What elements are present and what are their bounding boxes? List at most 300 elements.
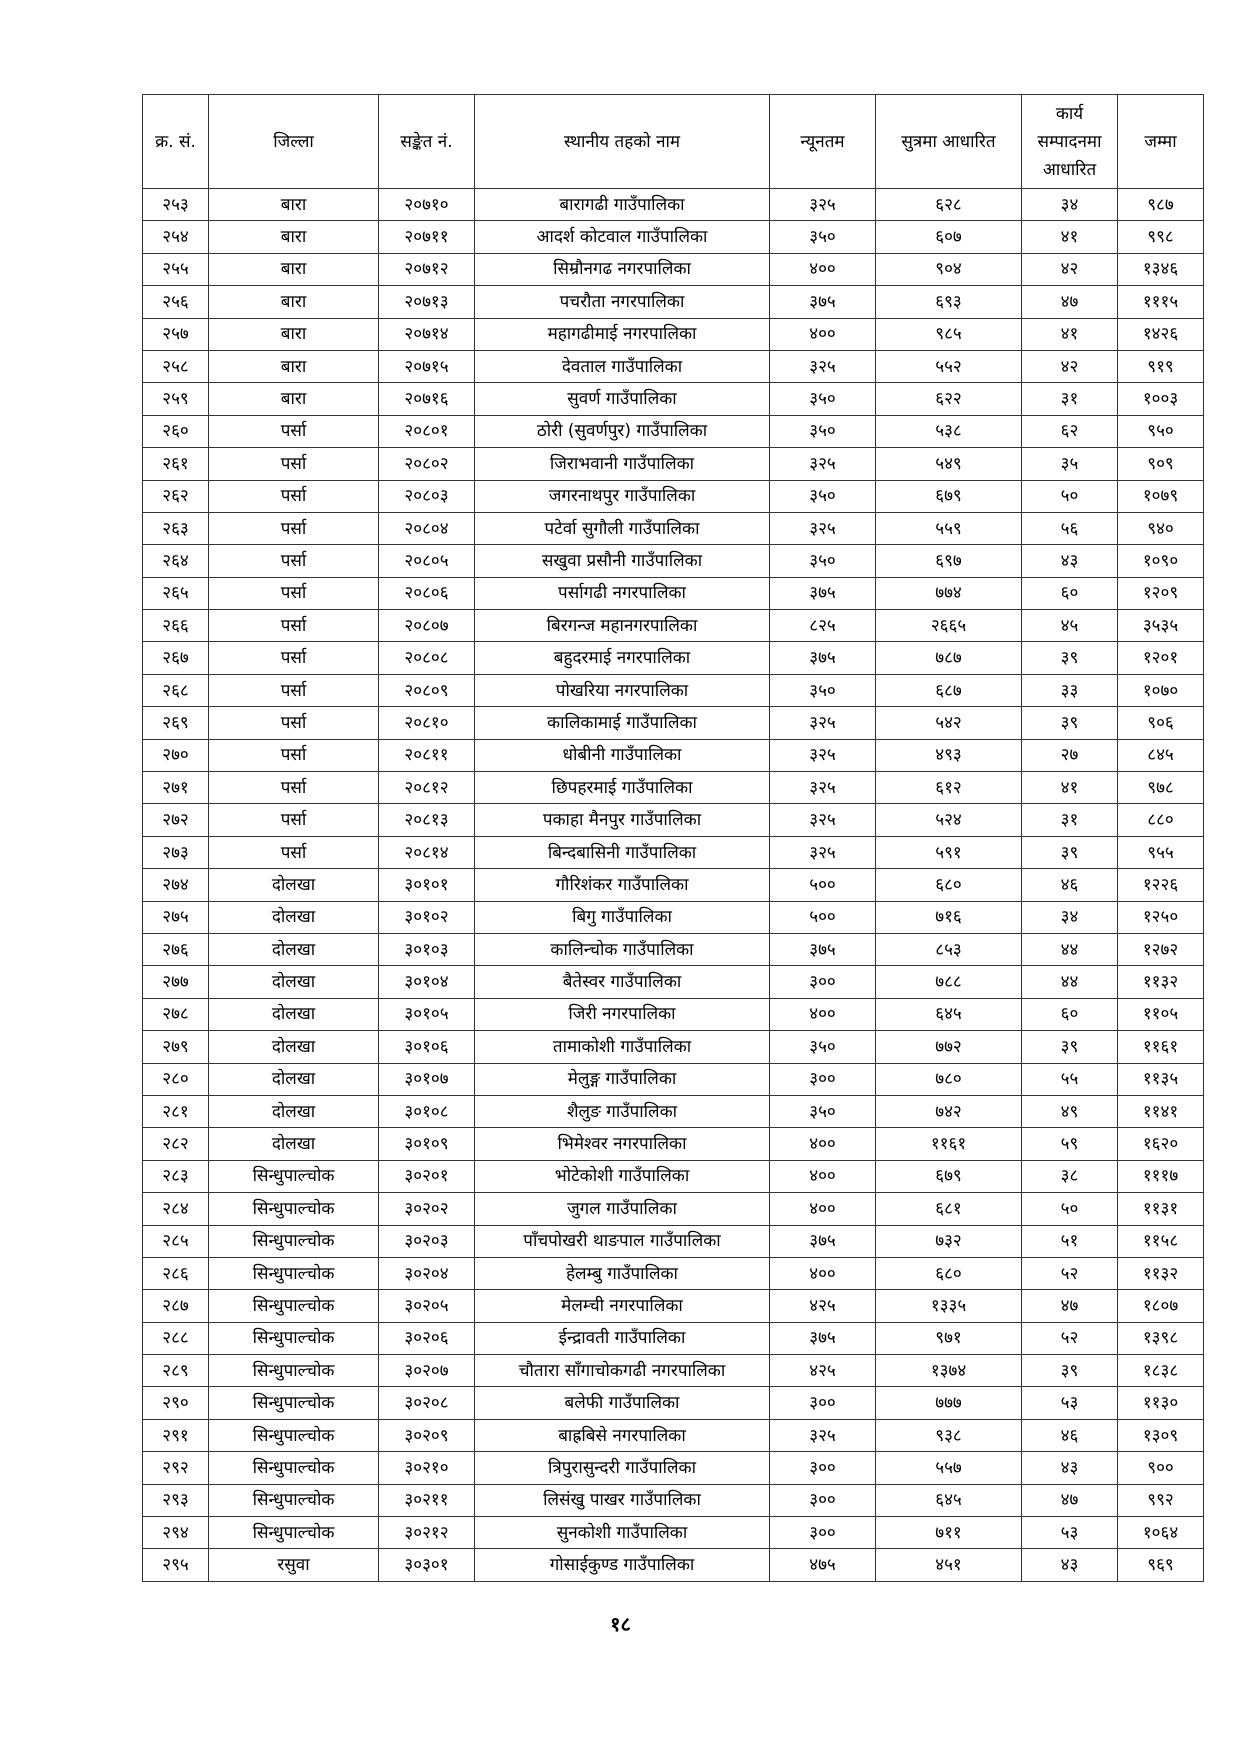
district-cell: सिन्धुपाल्चोक — [209, 1290, 379, 1322]
total-cell: ९१९ — [1118, 350, 1204, 382]
code-number-cell: ३०२०३ — [379, 1225, 475, 1257]
district-cell: सिन्धुपाल्चोक — [209, 1257, 379, 1289]
formula-based-cell: ८५३ — [876, 933, 1022, 965]
district-cell: सिन्धुपाल्चोक — [209, 1225, 379, 1257]
local-level-name-cell: ठोरी (सुवर्णपुर) गाउँपालिका — [475, 415, 770, 447]
district-cell: पर्सा — [209, 577, 379, 609]
table-row — [143, 415, 1204, 447]
total-cell: १८३८ — [1118, 1355, 1204, 1387]
local-level-name-cell: जिरी नगरपालिका — [475, 998, 770, 1030]
total-cell: १३०९ — [1118, 1419, 1204, 1451]
performance-based-cell: ४४ — [1022, 933, 1118, 965]
serial-number-cell: २९५ — [143, 1549, 209, 1581]
code-number-cell: ३०२१२ — [379, 1517, 475, 1549]
local-level-name-cell: भोटेकोशी गाउँपालिका — [475, 1160, 770, 1192]
local-level-name-cell: बाह्रबिसे नगरपालिका — [475, 1419, 770, 1451]
performance-based-cell: ४१ — [1022, 772, 1118, 804]
local-level-name-cell: बैतेस्वर गाउँपालिका — [475, 966, 770, 998]
code-number-cell: २०७१४ — [379, 318, 475, 350]
local-level-name-cell: बलेफी गाउँपालिका — [475, 1387, 770, 1419]
district-cell: सिन्धुपाल्चोक — [209, 1322, 379, 1354]
minimum-cell: ३०० — [770, 1063, 876, 1095]
code-number-cell: ३०१०६ — [379, 1031, 475, 1063]
total-cell: १८०७ — [1118, 1290, 1204, 1322]
district-cell: दोलखा — [209, 1063, 379, 1095]
total-cell: ११३१ — [1118, 1193, 1204, 1225]
formula-based-cell: ७८० — [876, 1063, 1022, 1095]
code-number-cell: २०८०९ — [379, 674, 475, 706]
district-cell: पर्सा — [209, 836, 379, 868]
formula-based-cell: ९७१ — [876, 1322, 1022, 1354]
formula-based-cell: ७११ — [876, 1517, 1022, 1549]
minimum-cell: ३५० — [770, 383, 876, 415]
total-cell: १२०९ — [1118, 577, 1204, 609]
table-row — [143, 610, 1204, 642]
formula-based-cell: १३७४ — [876, 1355, 1022, 1387]
code-number-cell: ३०१०८ — [379, 1095, 475, 1127]
minimum-cell: ४०० — [770, 1193, 876, 1225]
formula-based-cell: १३३५ — [876, 1290, 1022, 1322]
minimum-cell: ४७५ — [770, 1549, 876, 1581]
local-level-name-cell: शैलुङ गाउँपालिका — [475, 1095, 770, 1127]
code-number-cell: ३०२०२ — [379, 1193, 475, 1225]
performance-based-cell: २७ — [1022, 739, 1118, 771]
performance-based-cell: ४५ — [1022, 610, 1118, 642]
local-level-name-cell: महागढीमाई नगरपालिका — [475, 318, 770, 350]
performance-based-cell: ३४ — [1022, 189, 1118, 221]
total-cell: ११६१ — [1118, 1031, 1204, 1063]
minimum-cell: ४०० — [770, 253, 876, 285]
performance-based-cell: ४४ — [1022, 966, 1118, 998]
table-row — [143, 966, 1204, 998]
minimum-cell: ३२५ — [770, 804, 876, 836]
serial-number-cell: २८७ — [143, 1290, 209, 1322]
formula-based-cell: ६९७ — [876, 545, 1022, 577]
minimum-cell: ३०० — [770, 1387, 876, 1419]
serial-number-cell: २८३ — [143, 1160, 209, 1192]
performance-based-cell: ३९ — [1022, 1031, 1118, 1063]
performance-based-cell: ५० — [1022, 1193, 1118, 1225]
table-row — [143, 739, 1204, 771]
local-level-name-cell: पर्सागढी नगरपालिका — [475, 577, 770, 609]
formula-based-cell: ५४२ — [876, 707, 1022, 739]
header-minimum: न्यूनतम — [770, 95, 876, 189]
serial-number-cell: २७१ — [143, 772, 209, 804]
performance-based-cell: ५५ — [1022, 1063, 1118, 1095]
district-cell: पर्सा — [209, 642, 379, 674]
formula-based-cell: ६८७ — [876, 674, 1022, 706]
formula-based-cell: ७८८ — [876, 966, 1022, 998]
table-row — [143, 545, 1204, 577]
district-cell: बारा — [209, 286, 379, 318]
code-number-cell: ३०२०९ — [379, 1419, 475, 1451]
local-level-name-cell: छिपहरमाई गाउँपालिका — [475, 772, 770, 804]
minimum-cell: ३०० — [770, 1517, 876, 1549]
table-body — [143, 189, 1204, 1582]
local-level-name-cell: लिसंखु पाखर गाउँपालिका — [475, 1484, 770, 1516]
district-cell: पर्सा — [209, 674, 379, 706]
total-cell: १२७२ — [1118, 933, 1204, 965]
local-level-name-cell: हेलम्बु गाउँपालिका — [475, 1257, 770, 1289]
code-number-cell: २०८०४ — [379, 512, 475, 544]
performance-based-cell: ५२ — [1022, 1322, 1118, 1354]
local-level-name-cell: सिम्रौनगढ नगरपालिका — [475, 253, 770, 285]
district-cell: दोलखा — [209, 1031, 379, 1063]
district-cell: पर्सा — [209, 512, 379, 544]
total-cell: १०७९ — [1118, 480, 1204, 512]
local-level-name-cell: गौरिशंकर गाउँपालिका — [475, 869, 770, 901]
header-total: जम्मा — [1118, 95, 1204, 189]
serial-number-cell: २९० — [143, 1387, 209, 1419]
minimum-cell: ३५० — [770, 415, 876, 447]
serial-number-cell: २८० — [143, 1063, 209, 1095]
minimum-cell: ३२५ — [770, 189, 876, 221]
code-number-cell: २०८११ — [379, 739, 475, 771]
performance-based-cell: ३४ — [1022, 901, 1118, 933]
table-row — [143, 804, 1204, 836]
serial-number-cell: २५५ — [143, 253, 209, 285]
local-level-name-cell: जिराभवानी गाउँपालिका — [475, 448, 770, 480]
performance-based-cell: ४९ — [1022, 1095, 1118, 1127]
total-cell: ९६९ — [1118, 1549, 1204, 1581]
formula-based-cell: ९८५ — [876, 318, 1022, 350]
code-number-cell: ३०२०४ — [379, 1257, 475, 1289]
total-cell: ११३० — [1118, 1387, 1204, 1419]
district-cell: सिन्धुपाल्चोक — [209, 1452, 379, 1484]
performance-based-cell: ५३ — [1022, 1387, 1118, 1419]
code-number-cell: २०८०६ — [379, 577, 475, 609]
code-number-cell: ३०१०३ — [379, 933, 475, 965]
formula-based-cell: ६७९ — [876, 480, 1022, 512]
total-cell: ११५८ — [1118, 1225, 1204, 1257]
total-cell: ११०५ — [1118, 998, 1204, 1030]
district-cell: बारा — [209, 221, 379, 253]
total-cell: ११३२ — [1118, 1257, 1204, 1289]
code-number-cell: २०८०२ — [379, 448, 475, 480]
minimum-cell: ३७५ — [770, 642, 876, 674]
formula-based-cell: ७७७ — [876, 1387, 1022, 1419]
table-row — [143, 901, 1204, 933]
district-cell: बारा — [209, 253, 379, 285]
minimum-cell: ४०० — [770, 318, 876, 350]
serial-number-cell: २८५ — [143, 1225, 209, 1257]
page-number: १८ — [610, 1612, 631, 1636]
total-cell: ९७८ — [1118, 772, 1204, 804]
district-cell: सिन्धुपाल्चोक — [209, 1160, 379, 1192]
total-cell: १०७० — [1118, 674, 1204, 706]
minimum-cell: ३२५ — [770, 1419, 876, 1451]
performance-based-cell: ३९ — [1022, 642, 1118, 674]
serial-number-cell: २५९ — [143, 383, 209, 415]
district-cell: बारा — [209, 350, 379, 382]
performance-based-cell: ४१ — [1022, 318, 1118, 350]
serial-number-cell: २९१ — [143, 1419, 209, 1451]
performance-based-cell: ४७ — [1022, 286, 1118, 318]
district-cell: बारा — [209, 383, 379, 415]
performance-based-cell: ४३ — [1022, 1549, 1118, 1581]
code-number-cell: ३०२०७ — [379, 1355, 475, 1387]
district-cell: दोलखा — [209, 1095, 379, 1127]
district-cell: बारा — [209, 318, 379, 350]
district-cell: रसुवा — [209, 1549, 379, 1581]
performance-based-cell: ४२ — [1022, 350, 1118, 382]
code-number-cell: ३०३०१ — [379, 1549, 475, 1581]
code-number-cell: २०८१० — [379, 707, 475, 739]
minimum-cell: ३२५ — [770, 772, 876, 804]
minimum-cell: ३०० — [770, 1484, 876, 1516]
performance-based-cell: ४७ — [1022, 1484, 1118, 1516]
serial-number-cell: २५६ — [143, 286, 209, 318]
minimum-cell: ४०० — [770, 1128, 876, 1160]
code-number-cell: ३०२०६ — [379, 1322, 475, 1354]
serial-number-cell: २८२ — [143, 1128, 209, 1160]
formula-based-cell: ६८१ — [876, 1193, 1022, 1225]
performance-based-cell: ४६ — [1022, 869, 1118, 901]
formula-based-cell: २६६५ — [876, 610, 1022, 642]
total-cell: ९०९ — [1118, 448, 1204, 480]
formula-based-cell: ६७९ — [876, 1160, 1022, 1192]
serial-number-cell: २९४ — [143, 1517, 209, 1549]
header-serial-number: क्र. सं. — [143, 95, 209, 189]
district-cell: दोलखा — [209, 901, 379, 933]
total-cell: ९४० — [1118, 512, 1204, 544]
minimum-cell: ३२५ — [770, 739, 876, 771]
table-row — [143, 1549, 1204, 1581]
local-level-name-cell: सुवर्ण गाउँपालिका — [475, 383, 770, 415]
performance-based-cell: ४२ — [1022, 253, 1118, 285]
minimum-cell: ३५० — [770, 1095, 876, 1127]
table-row — [143, 674, 1204, 706]
formula-based-cell: ११६१ — [876, 1128, 1022, 1160]
code-number-cell: २०७१६ — [379, 383, 475, 415]
local-level-name-cell: मेलुङ्ग गाउँपालिका — [475, 1063, 770, 1095]
total-cell: ९५० — [1118, 415, 1204, 447]
district-cell: पर्सा — [209, 448, 379, 480]
table-row — [143, 772, 1204, 804]
formula-based-cell: ५५७ — [876, 1452, 1022, 1484]
table-row — [143, 189, 1204, 221]
formula-based-cell: ४९३ — [876, 739, 1022, 771]
minimum-cell: ३५० — [770, 545, 876, 577]
serial-number-cell: २५४ — [143, 221, 209, 253]
district-cell: दोलखा — [209, 966, 379, 998]
district-cell: सिन्धुपाल्चोक — [209, 1419, 379, 1451]
total-cell: ११३२ — [1118, 966, 1204, 998]
total-cell: १००३ — [1118, 383, 1204, 415]
total-cell: ९८७ — [1118, 189, 1204, 221]
minimum-cell: ३२५ — [770, 707, 876, 739]
formula-based-cell: ७४२ — [876, 1095, 1022, 1127]
formula-based-cell: ९३८ — [876, 1419, 1022, 1451]
formula-based-cell: ६४५ — [876, 998, 1022, 1030]
performance-based-cell: ३१ — [1022, 804, 1118, 836]
performance-based-cell: ३९ — [1022, 707, 1118, 739]
serial-number-cell: २८६ — [143, 1257, 209, 1289]
serial-number-cell: २९३ — [143, 1484, 209, 1516]
formula-based-cell: ७७२ — [876, 1031, 1022, 1063]
serial-number-cell: २६२ — [143, 480, 209, 512]
code-number-cell: २०७१५ — [379, 350, 475, 382]
district-cell: सिन्धुपाल्चोक — [209, 1355, 379, 1387]
minimum-cell: ४२५ — [770, 1355, 876, 1387]
performance-based-cell: ५१ — [1022, 1225, 1118, 1257]
table-row — [143, 1452, 1204, 1484]
district-cell: सिन्धुपाल्चोक — [209, 1484, 379, 1516]
serial-number-cell: २५३ — [143, 189, 209, 221]
local-level-name-cell: सखुवा प्रसौनी गाउँपालिका — [475, 545, 770, 577]
total-cell: १११५ — [1118, 286, 1204, 318]
minimum-cell: ३७५ — [770, 1322, 876, 1354]
serial-number-cell: २७७ — [143, 966, 209, 998]
minimum-cell: ४०० — [770, 998, 876, 1030]
code-number-cell: २०८१२ — [379, 772, 475, 804]
district-cell: बारा — [209, 189, 379, 221]
table-row — [143, 318, 1204, 350]
local-level-name-cell: सुनकोशी गाउँपालिका — [475, 1517, 770, 1549]
table-row — [143, 1290, 1204, 1322]
table-row — [143, 1355, 1204, 1387]
minimum-cell: ३७५ — [770, 1225, 876, 1257]
code-number-cell: ३०१०७ — [379, 1063, 475, 1095]
code-number-cell: ३०२०८ — [379, 1387, 475, 1419]
minimum-cell: ३५० — [770, 674, 876, 706]
total-cell: १०९० — [1118, 545, 1204, 577]
serial-number-cell: २५७ — [143, 318, 209, 350]
table-row — [143, 1160, 1204, 1192]
local-level-name-cell: बिगु गाउँपालिका — [475, 901, 770, 933]
local-level-name-cell: बारागढी गाउँपालिका — [475, 189, 770, 221]
district-cell: पर्सा — [209, 804, 379, 836]
serial-number-cell: २७३ — [143, 836, 209, 868]
performance-based-cell: ६० — [1022, 998, 1118, 1030]
header-performance-based: कार्य सम्पादनमा आधारित — [1022, 95, 1118, 189]
code-number-cell: ३०२०१ — [379, 1160, 475, 1192]
performance-based-cell: ४१ — [1022, 221, 1118, 253]
table-row — [143, 1517, 1204, 1549]
code-number-cell: ३०१०९ — [379, 1128, 475, 1160]
serial-number-cell: २९२ — [143, 1452, 209, 1484]
formula-based-cell: ५४९ — [876, 448, 1022, 480]
minimum-cell: ४०० — [770, 1160, 876, 1192]
formula-based-cell: ४५१ — [876, 1549, 1022, 1581]
local-level-name-cell: कालिकामाई गाउँपालिका — [475, 707, 770, 739]
header-local-level-name: स्थानीय तहको नाम — [475, 95, 770, 189]
code-number-cell: ३०१०५ — [379, 998, 475, 1030]
serial-number-cell: २६९ — [143, 707, 209, 739]
table-row — [143, 221, 1204, 253]
formula-based-cell: ५५९ — [876, 512, 1022, 544]
performance-based-cell: ६० — [1022, 577, 1118, 609]
district-cell: पर्सा — [209, 415, 379, 447]
code-number-cell: ३०१०१ — [379, 869, 475, 901]
table-row — [143, 1225, 1204, 1257]
serial-number-cell: २६० — [143, 415, 209, 447]
header-formula-based: सुत्रमा आधारित — [876, 95, 1022, 189]
local-level-name-cell: पकाहा मैनपुर गाउँपालिका — [475, 804, 770, 836]
total-cell: १४२६ — [1118, 318, 1204, 350]
formula-based-cell: ५९१ — [876, 836, 1022, 868]
minimum-cell: ३०० — [770, 1452, 876, 1484]
header-district: जिल्ला — [209, 95, 379, 189]
local-level-name-cell: धोबीनी गाउँपालिका — [475, 739, 770, 771]
table-row — [143, 1387, 1204, 1419]
district-cell: पर्सा — [209, 707, 379, 739]
code-number-cell: २०८०३ — [379, 480, 475, 512]
header-code-number: सङ्केत नं. — [379, 95, 475, 189]
table-row — [143, 933, 1204, 965]
total-cell: १११७ — [1118, 1160, 1204, 1192]
code-number-cell: २०८०१ — [379, 415, 475, 447]
table-row — [143, 577, 1204, 609]
table-row — [143, 286, 1204, 318]
serial-number-cell: २७८ — [143, 998, 209, 1030]
table-row — [143, 512, 1204, 544]
total-cell: १०६४ — [1118, 1517, 1204, 1549]
minimum-cell: ३२५ — [770, 836, 876, 868]
total-cell: ९९८ — [1118, 221, 1204, 253]
table-row — [143, 1419, 1204, 1451]
serial-number-cell: २८९ — [143, 1355, 209, 1387]
table-row — [143, 253, 1204, 285]
formula-based-cell: ६२८ — [876, 189, 1022, 221]
formula-based-cell: ६२२ — [876, 383, 1022, 415]
minimum-cell: ८२५ — [770, 610, 876, 642]
total-cell: ११४१ — [1118, 1095, 1204, 1127]
formula-based-cell: ९०४ — [876, 253, 1022, 285]
local-level-name-cell: आदर्श कोटवाल गाउँपालिका — [475, 221, 770, 253]
total-cell: ९५५ — [1118, 836, 1204, 868]
performance-based-cell: ३९ — [1022, 1355, 1118, 1387]
local-level-name-cell: पाँचपोखरी थाङपाल गाउँपालिका — [475, 1225, 770, 1257]
formula-based-cell: ६१२ — [876, 772, 1022, 804]
local-level-name-cell: ईन्द्रावती गाउँपालिका — [475, 1322, 770, 1354]
serial-number-cell: २८४ — [143, 1193, 209, 1225]
performance-based-cell: ४७ — [1022, 1290, 1118, 1322]
district-cell: सिन्धुपाल्चोक — [209, 1387, 379, 1419]
total-cell: १२०१ — [1118, 642, 1204, 674]
district-cell: पर्सा — [209, 610, 379, 642]
total-cell: ११३५ — [1118, 1063, 1204, 1095]
code-number-cell: २०८१३ — [379, 804, 475, 836]
code-number-cell: २०७१० — [379, 189, 475, 221]
performance-based-cell: ३५ — [1022, 448, 1118, 480]
minimum-cell: ३७५ — [770, 933, 876, 965]
serial-number-cell: २६७ — [143, 642, 209, 674]
table-header-row — [143, 95, 1204, 189]
table-row — [143, 448, 1204, 480]
serial-number-cell: २६३ — [143, 512, 209, 544]
code-number-cell: ३०१०२ — [379, 901, 475, 933]
district-cell: दोलखा — [209, 998, 379, 1030]
code-number-cell: २०८०७ — [379, 610, 475, 642]
table-row — [143, 869, 1204, 901]
district-cell: पर्सा — [209, 545, 379, 577]
table-row — [143, 1484, 1204, 1516]
table-row — [143, 1095, 1204, 1127]
table-row — [143, 836, 1204, 868]
table-row — [143, 383, 1204, 415]
formula-based-cell: ५३८ — [876, 415, 1022, 447]
performance-based-cell: ५० — [1022, 480, 1118, 512]
minimum-cell: ३०० — [770, 966, 876, 998]
minimum-cell: ४०० — [770, 1257, 876, 1289]
serial-number-cell: २७९ — [143, 1031, 209, 1063]
local-level-name-cell: गोसाईकुण्ड गाउँपालिका — [475, 1549, 770, 1581]
formula-based-cell: ६८० — [876, 1257, 1022, 1289]
total-cell: १६२० — [1118, 1128, 1204, 1160]
table-row — [143, 998, 1204, 1030]
local-level-name-cell: पचरौता नगरपालिका — [475, 286, 770, 318]
